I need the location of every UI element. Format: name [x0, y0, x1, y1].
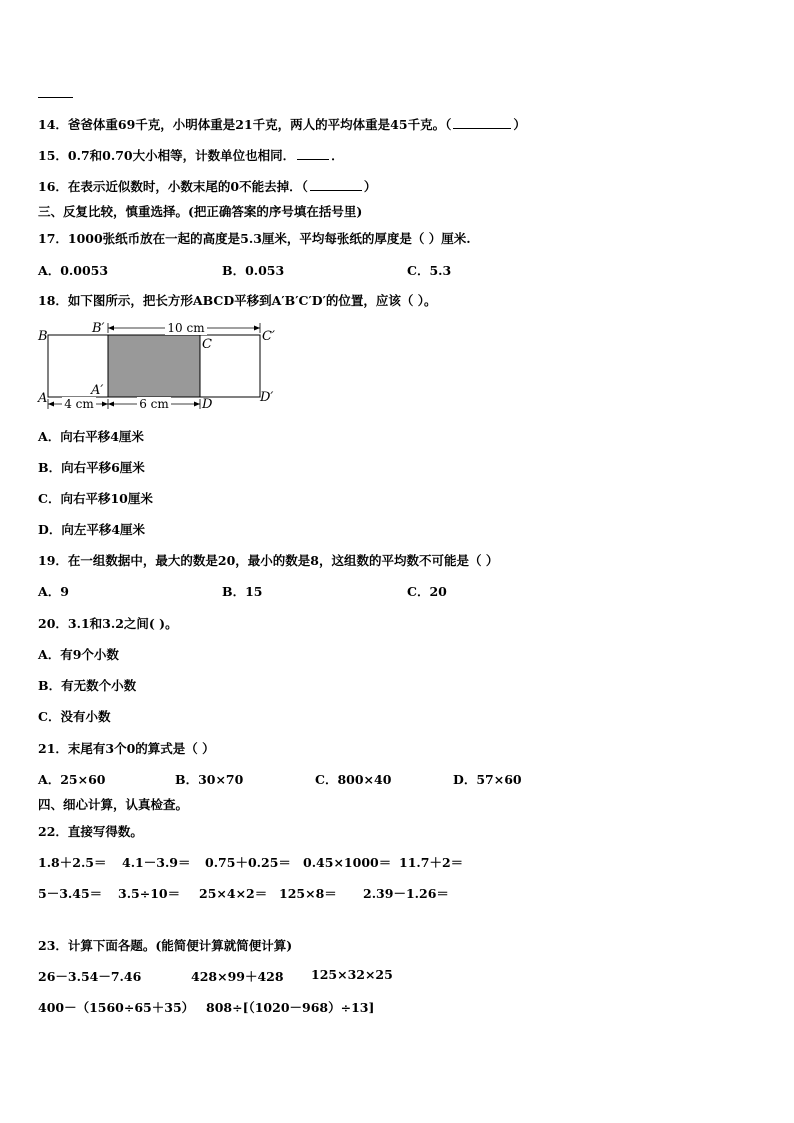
- section-3-heading: 三、反复比较，慎重选择。(把正确答案的序号填在括号里): [38, 204, 363, 219]
- calc-item: 0.75＋0.25＝: [205, 855, 291, 870]
- question-17: 17．1000张纸币放在一起的高度是5.3厘米，平均每张纸的厚度是（ ）厘米.: [38, 231, 471, 246]
- question-23: 23．计算下面各题。(能简便计算就简便计算): [38, 938, 293, 953]
- calc-item: 808÷[（1020－968）÷13]: [206, 1000, 375, 1015]
- q14-text: 14．爸爸体重69千克，小明体重是21千克，两人的平均体重是45千克。（: [38, 117, 452, 132]
- q17-option-b[interactable]: B．0.053: [222, 263, 285, 278]
- q21-option-b[interactable]: B．30×70: [175, 772, 244, 787]
- question-15: [38, 146, 344, 164]
- q15-answer-blank[interactable]: [297, 149, 329, 160]
- label-6cm: 6 cm: [139, 397, 169, 411]
- label-a: A: [38, 391, 48, 406]
- q16-close: ）: [363, 179, 377, 194]
- q16-answer-blank[interactable]: [310, 180, 362, 191]
- q20-option-b[interactable]: B．有无数个小数: [38, 678, 137, 693]
- q17-option-a[interactable]: A．0.0053: [38, 263, 109, 278]
- section-4-heading: 四、细心计算，认真检查。: [38, 797, 189, 812]
- question-14: [38, 115, 526, 133]
- q16-text: 16．在表示近似数时，小数末尾的0不能去掉．（: [38, 179, 308, 194]
- top-rule: [38, 97, 73, 98]
- calc-item: 125×8＝: [279, 886, 337, 901]
- q18-option-a[interactable]: A．向右平移4厘米: [38, 429, 144, 444]
- calc-item: 4.1－3.9＝: [122, 855, 191, 870]
- q18-option-d[interactable]: D．向左平移4厘米: [38, 522, 146, 537]
- calc-item: 400－（1560÷65＋35）: [38, 1000, 195, 1015]
- calc-item: 5－3.45＝: [38, 886, 103, 901]
- calc-item: 428×99＋428: [191, 969, 284, 984]
- question-19: 19．在一组数据中，最大的数是20，最小的数是8，这组数的平均数不可能是（ ）: [38, 553, 499, 568]
- calc-item: 11.7＋2＝: [399, 855, 464, 870]
- q14-answer-blank[interactable]: [453, 118, 511, 129]
- q18-option-c[interactable]: C．向右平移10厘米: [38, 491, 153, 506]
- q17-option-c[interactable]: C．5.3: [407, 263, 452, 278]
- label-d: D: [202, 397, 213, 412]
- question-21: 21．末尾有3个0的算式是（ ）: [38, 741, 215, 756]
- q21-option-c[interactable]: C．800×40: [315, 772, 392, 787]
- shaded-rectangle: [108, 335, 200, 397]
- label-4cm: 4 cm: [64, 397, 94, 411]
- label-c: C: [202, 337, 212, 352]
- q20-option-c[interactable]: C．没有小数: [38, 709, 111, 724]
- label-a-prime: A′: [91, 383, 104, 398]
- q19-option-a[interactable]: A．9: [38, 584, 69, 599]
- q14-close: ）: [513, 117, 526, 132]
- question-16: [38, 177, 376, 195]
- q19-option-c[interactable]: C．20: [407, 584, 447, 599]
- translation-figure: [30, 318, 290, 414]
- label-b: B: [38, 329, 48, 344]
- label-10cm: 10 cm: [167, 321, 205, 335]
- q15-close: ．: [331, 148, 344, 163]
- q21-option-d[interactable]: D．57×60: [453, 772, 522, 787]
- question-20: 20．3.1和3.2之间( )。: [38, 616, 178, 631]
- label-c-prime: C′: [262, 329, 275, 344]
- q15-text: 15．0.7和0.70大小相等，计数单位也相同．: [38, 148, 296, 163]
- q21-option-a[interactable]: A．25×60: [38, 772, 106, 787]
- q19-option-b[interactable]: B．15: [222, 584, 263, 599]
- label-b-prime: B′: [92, 321, 105, 336]
- question-22: 22．直接写得数。: [38, 824, 143, 839]
- q18-option-b[interactable]: B．向右平移6厘米: [38, 460, 145, 475]
- label-d-prime: D′: [260, 390, 274, 405]
- calc-item: 26－3.54－7.46: [38, 969, 142, 984]
- question-18: 18．如下图所示，把长方形ABCD平移到A′B′C′D′的位置，应该（ ）。: [38, 293, 437, 308]
- calc-item: 3.5÷10＝: [118, 886, 181, 901]
- calc-item: 1.8＋2.5＝: [38, 855, 107, 870]
- calc-item: 25×4×2＝: [199, 886, 268, 901]
- calc-item: 0.45×1000＝: [303, 855, 392, 870]
- calc-item: 2.39－1.26＝: [363, 886, 449, 901]
- calc-item: 125×32×25: [311, 967, 393, 982]
- q20-option-a[interactable]: A．有9个小数: [38, 647, 119, 662]
